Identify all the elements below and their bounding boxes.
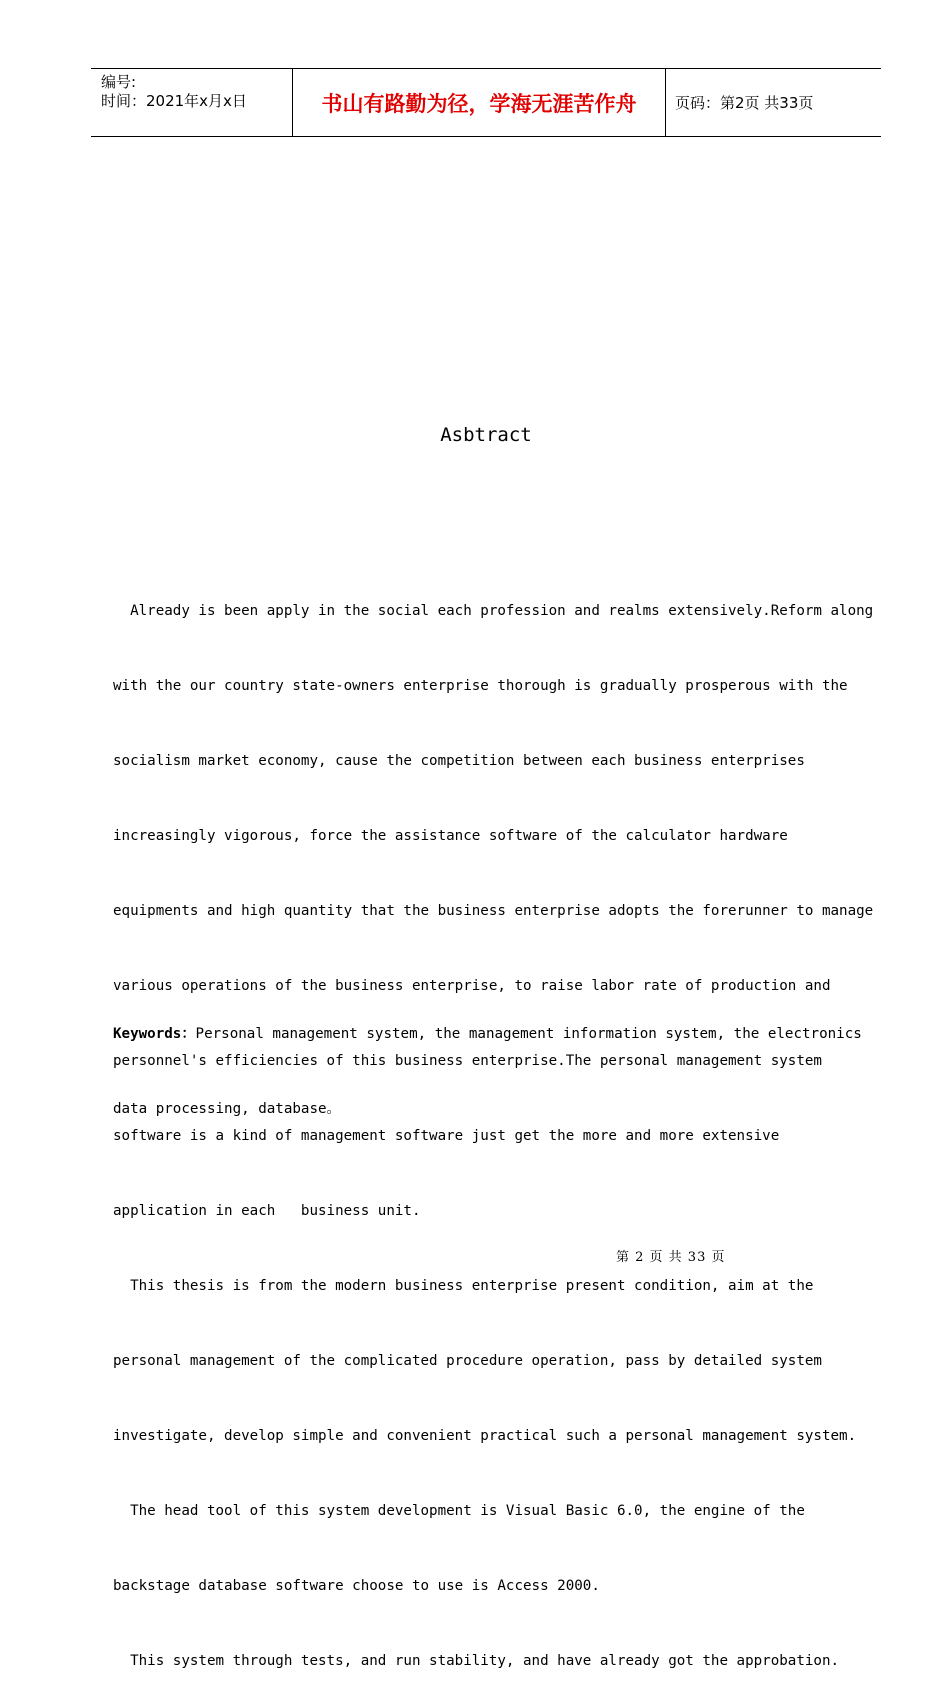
abstract-line: backstage database software choose to use is Access 2000. <box>113 1578 600 1594</box>
keywords-text-1: Personal management system, the management information system, the electronics <box>195 1026 862 1042</box>
abstract-line: application in each business unit. <box>113 1203 421 1219</box>
header-page-info: 页码：第2页 共33页 <box>675 94 814 112</box>
abstract-line: This system through tests, and run stability, and have already got the approbation. <box>113 1653 840 1669</box>
abstract-line: software is a kind of management software just get the more and more extensive <box>113 1128 780 1144</box>
abstract-line: with the our country state-owners enterprise thorough is gradually prosperous with the <box>113 678 848 694</box>
page-header <box>91 68 881 137</box>
keywords-line <box>113 1022 873 1047</box>
abstract-line: various operations of the business enterprise, to raise labor rate of production and <box>113 978 831 994</box>
abstract-line: socialism market economy, cause the competition between each business enterprises <box>113 753 805 769</box>
keywords-label: Keywords： <box>113 1026 196 1042</box>
keywords-text-2: data processing, database。 <box>113 1101 341 1117</box>
abstract-line: personal management of the complicated procedure operation, pass by detailed system <box>113 1353 822 1369</box>
abstract-line: personnel's efficiencies of this business enterprise.The personal management system <box>113 1053 822 1069</box>
abstract-title: Asbtract <box>440 424 532 446</box>
keywords-section <box>113 972 873 1147</box>
page-footer: 第 2 页 共 33 页 <box>616 1250 726 1265</box>
abstract-line: The head tool of this system development is Visual Basic 6.0, the engine of the <box>113 1503 805 1519</box>
abstract-line: increasingly vigorous, force the assistance software of the calculator hardware <box>113 828 788 844</box>
abstract-line: This thesis is from the modern business enterprise present condition, aim at the <box>113 1278 814 1294</box>
abstract-line: Already is been apply in the social each profession and realms extensively.Reform along <box>113 603 874 619</box>
abstract-line: investigate, develop simple and convenient practical such a personal management system. <box>113 1428 857 1444</box>
document-time-label: 时间：2021年x月x日 <box>101 92 247 110</box>
header-meta-cell <box>91 69 293 136</box>
header-motto: 书山有路勤为径，学海无涯苦作舟 <box>293 69 666 136</box>
abstract-line: equipments and high quantity that the business enterprise adopts the forerunner to manage <box>113 903 874 919</box>
document-number-label: 编号: <box>101 73 137 91</box>
